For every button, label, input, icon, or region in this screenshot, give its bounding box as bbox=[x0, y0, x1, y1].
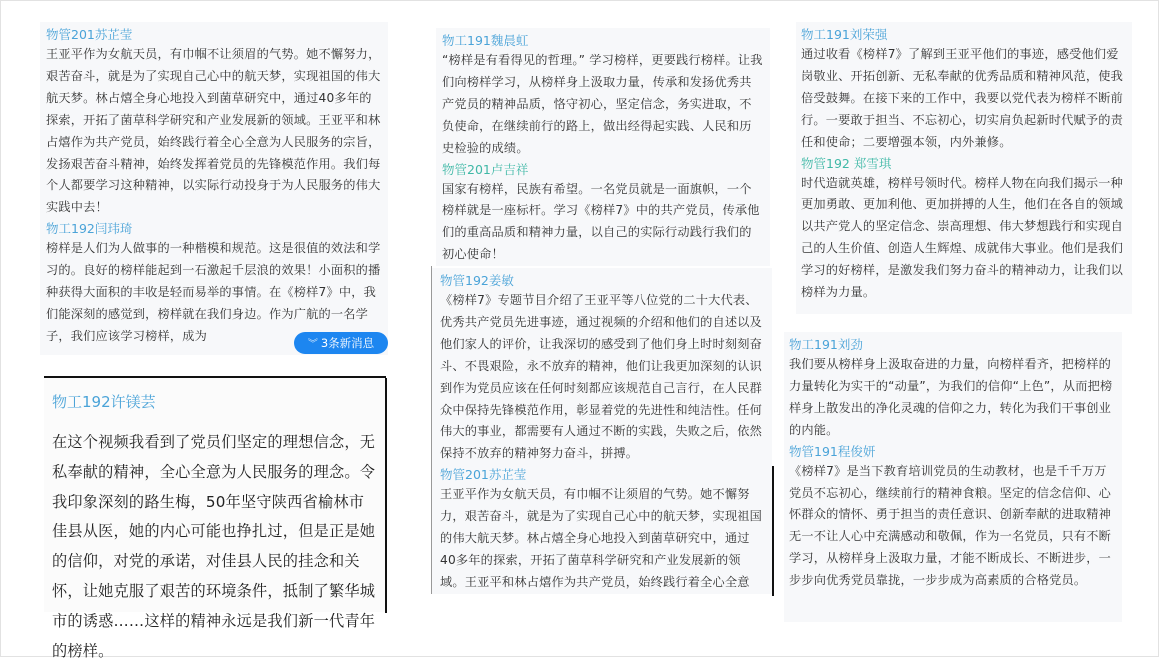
chat-message bbox=[440, 271, 764, 465]
chat-message bbox=[440, 465, 764, 594]
chat-message bbox=[789, 335, 1117, 442]
sender-name: 物管192姜敏 bbox=[440, 273, 514, 288]
chat-panel-3[interactable] bbox=[432, 268, 772, 594]
chat-message bbox=[442, 31, 764, 160]
message-text: 国家有榜样，民族有希望。一名党员就是一面旗帜，一个榜样就是一座标杆。学习《榜样7》中的共产党员，传承他们的重高品质和精神力量，以自己的实际行动践行我们的初心使命！ bbox=[442, 181, 760, 262]
message-text: 王亚平作为女航天员，有巾帼不让须眉的气势。她不懈努力，艰苦奋斗，就是为了实现自己心中的航天梦，实现祖国的伟大航天梦。林占熺全身心地投入到菌草研究中，通过40多年的探索，开拓了菌草科学研究和产业发展新的领域。王亚平和林占熺作为共产党员，始终践行着全心全意为人民服务的宗旨，发扬艰苦奋斗精神，始终发挥着党员的先锋模范作用。我们每个人都要学习这种精神，以实际行动投身于为人民服务的伟大实践中去！ bbox=[46, 47, 381, 215]
chat-message bbox=[46, 219, 382, 348]
chat-panel-4[interactable] bbox=[796, 22, 1132, 314]
sender-name: 物管201苏芷莹 bbox=[46, 27, 133, 42]
message-text: 《榜样7》是当下教育培训党员的生动教材，也是千千万万党员不忘初心，继续前行的精神食粮。坚定的信念信仰、心怀群众的情怀、勇于担当的责任意识、创新奉献的进取精神无一不让人心中充满感动和敬佩，作为一名党员，只有不断学习，从榜样身上汲取力量，才能不断成长、不断进步，一步步向优秀党员靠拢，一步步成为高素质的合格党员。 bbox=[789, 463, 1112, 588]
message-text: “榜样是有看得见的哲理。” 学习榜样，更要践行榜样。让我们向榜样学习，从榜样身上汲取力量，传承和发扬优秀共产党员的精神品质，恪守初心，坚定信念，务实进取，不负使命，在继续前行的路上，做出经得起实践、人民和历史检验的成绩。 bbox=[442, 53, 763, 155]
chat-message bbox=[801, 25, 1127, 154]
message-text: 在这个视频我看到了党员们坚定的理想信念，无私奉献的精神，全心全意为人民服务的理念。令我印象深刻的路生梅，50年坚守陕西省榆林市佳县从医，她的内心可能也挣扎过，但是正是她的信仰，对党的承诺，对佳县人民的挂念和关怀，让她克服了艰苦的环境条件，抵制了繁华城市的诱惑……这样的精神永远是我们新一代青年的榜样。 bbox=[52, 433, 376, 660]
divider bbox=[385, 378, 387, 613]
divider bbox=[772, 466, 774, 596]
chat-message bbox=[442, 160, 764, 267]
sender-name: 物管201卢吉祥 bbox=[442, 161, 529, 177]
sender-name: 物工192许镁芸 bbox=[52, 393, 156, 411]
new-messages-button[interactable] bbox=[294, 332, 388, 354]
chat-message bbox=[789, 442, 1117, 592]
new-messages-label: 3条新消息 bbox=[320, 336, 375, 350]
chat-panel-zoomed[interactable] bbox=[44, 378, 386, 660]
chat-message bbox=[801, 154, 1127, 304]
sender-name: 物管201苏芷莹 bbox=[440, 467, 527, 483]
message-text: 通过收看《榜样7》了解到王亚平他们的事迹，感受他们爱岗敬业、开拓创新、无私奉献的优秀品质和精神风范，使我倍受鼓舞。在接下来的工作中，我要以党代表为榜样不断前行。一要敢于担当、不忘初心，切实肩负起新时代赋予的责任和使命；二要增强本领，内外兼修。 bbox=[801, 47, 1124, 149]
sender-name: 物工191刘劲 bbox=[789, 337, 863, 352]
message-text: 王亚平作为女航天员，有巾帼不让须眉的气势。她不懈努力，艰苦奋斗，就是为了实现自己心中的航天梦，实现祖国的伟大航天梦。林占熺全身心地投入到菌草研究中，通过40多年的探索，开拓了菌草科学研究和产业发展新的领域。王亚平和林占熺作为共产党员，始终践行着全心全意 bbox=[440, 487, 763, 589]
sender-name: 物管192 郑雪琪 bbox=[801, 155, 892, 171]
message-text: 榜样是人们为人做事的一种楷模和规范。这是很值的效法和学习的。良好的榜样能起到一石激起千层浪的效果！小面积的播种获得大面积的丰收是轻而易举的事情。在《榜样7》中，我们能深刻的感觉到，榜样就在我们身边。作为广航的一名学子，我们应该学习榜样，成为 bbox=[46, 241, 381, 343]
message-text: 《榜样7》专题节目介绍了王亚平等八位党的二十大代表、优秀共产党员先进事迹，通过视频的介绍和他们的自述以及他们家人的评价，让我深切的感受到了他们身上时时刻刻奋斗、不畏艰险，永不放弃的精神，他们让我更加深刻的认识到作为党员应该在任何时刻都应该规范自己言行，在人民群众中保持先锋模范作用，彰显着党的先进性和纯洁性。任何伟大的事业，都需要有人通过不断的实践，失败之后，依然保持不放弃的精神努力奋斗，拼搏。 bbox=[440, 293, 763, 461]
chat-panel-5[interactable] bbox=[784, 332, 1122, 622]
chat-message bbox=[46, 25, 382, 219]
message-text: 我们要从榜样身上汲取奋进的力量，向榜样看齐，把榜样的力量转化为实干的“动量”，为我们的信仰“上色”，从而把榜样身上散发出的净化灵魂的信仰之力，转化为我们干事创业的内能。 bbox=[789, 357, 1113, 437]
message-text: 时代造就英雄，榜样号领时代。榜样人物在向我们揭示一种更加勇敢、更加利他、更加拼搏的人生，他们在各自的领域以共产党人的坚定信念、崇高理想、伟大梦想践行和实现自己的人生价值、创造人生辉煌、成就伟大事业。他们是我们学习的好榜样，是激发我们努力奋斗的精神动力，让我们以榜样为力量。 bbox=[801, 175, 1124, 300]
sender-name: 物工191刘荣强 bbox=[801, 27, 888, 42]
divider bbox=[44, 376, 386, 378]
chat-panel-2[interactable] bbox=[436, 28, 770, 266]
double-chevron-down-icon: ︾ bbox=[307, 339, 318, 350]
sender-name: 物管191程俊妍 bbox=[789, 443, 876, 459]
chat-panel-1[interactable] bbox=[40, 22, 388, 355]
sender-name: 物工191魏晨虹 bbox=[442, 33, 529, 48]
sender-name: 物工192闫玮琦 bbox=[46, 221, 133, 237]
